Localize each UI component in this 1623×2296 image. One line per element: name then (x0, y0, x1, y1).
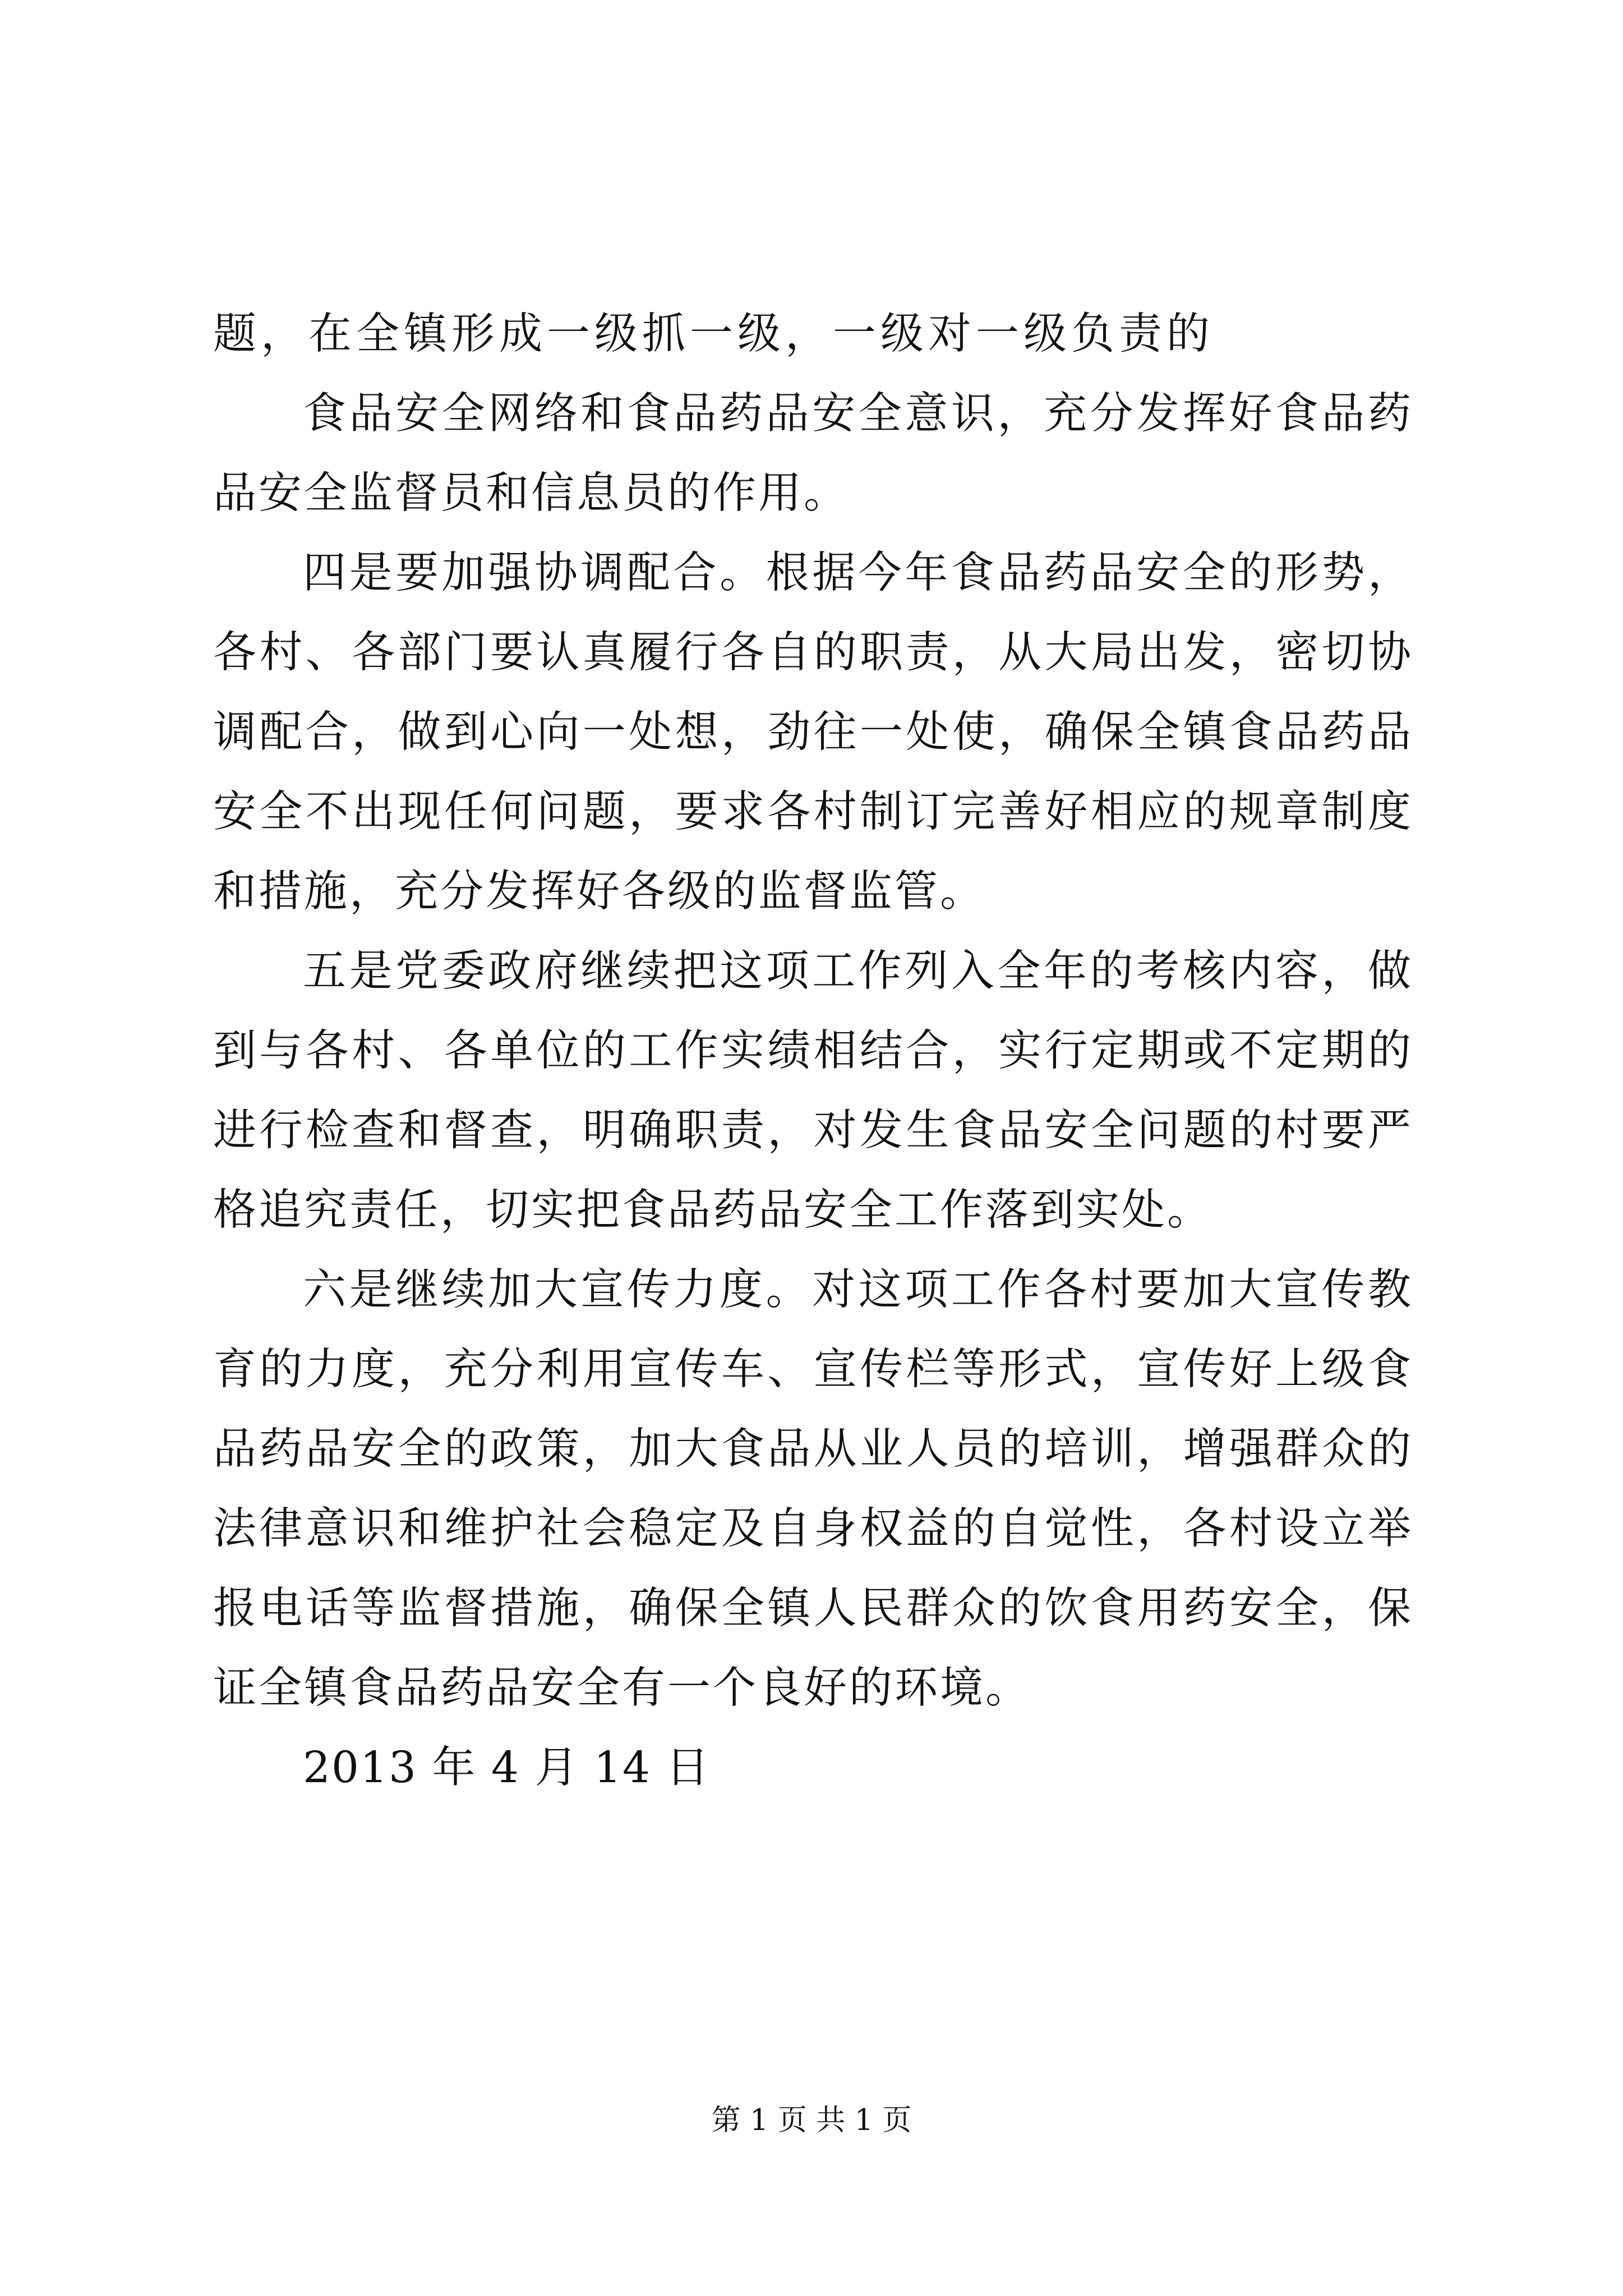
page-footer (0, 2101, 1623, 2140)
document-body (213, 295, 1413, 1808)
document-date: 2013 年 4 月 14 日 (303, 1743, 711, 1793)
paragraph-point-four: 四是要加强协调配合。根据今年食品药品安全的形势，各村、各部门要认真履行各自的职责，从大局出发，密切协调配合，做到心向一处想，劲往一处使，确保全镇食品药品安全不出现任何问题，要求各村制订完善好相应的规章制度和措施，充分发挥好各级的监督监管。 (213, 548, 1413, 917)
paragraph-food-safety-network: 食品安全网络和食品药品安全意识，充分发挥好食品药品安全监督员和信息员的作用。 (213, 389, 1413, 518)
paragraph-continuation: 题，在全镇形成一级抓一级，一级对一级负责的 (213, 309, 1214, 359)
paragraph-point-five: 五是党委政府继续把这项工作列入全年的考核内容，做到与各村、各单位的工作实绩相结合，实行定期或不定期的进行检查和督查，明确职责，对发生食品安全问题的村要严格追究责任，切实把食品药品安全工作落到实处。 (213, 946, 1413, 1235)
page-number-label: 第 1 页 共 1 页 (711, 2104, 912, 2137)
paragraph-point-six: 六是继续加大宣传力度。对这项工作各村要加大宣传教育的力度，充分利用宣传车、宣传栏等形式，宣传好上级食品药品安全的政策，加大食品从业人员的培训，增强群众的法律意识和维护社会稳定及自身权益的自觉性，各村设立举报电话等监督措施，确保全镇人民群众的饮食用药安全，保证全镇食品药品安全有一个良好的环境。 (213, 1265, 1413, 1713)
